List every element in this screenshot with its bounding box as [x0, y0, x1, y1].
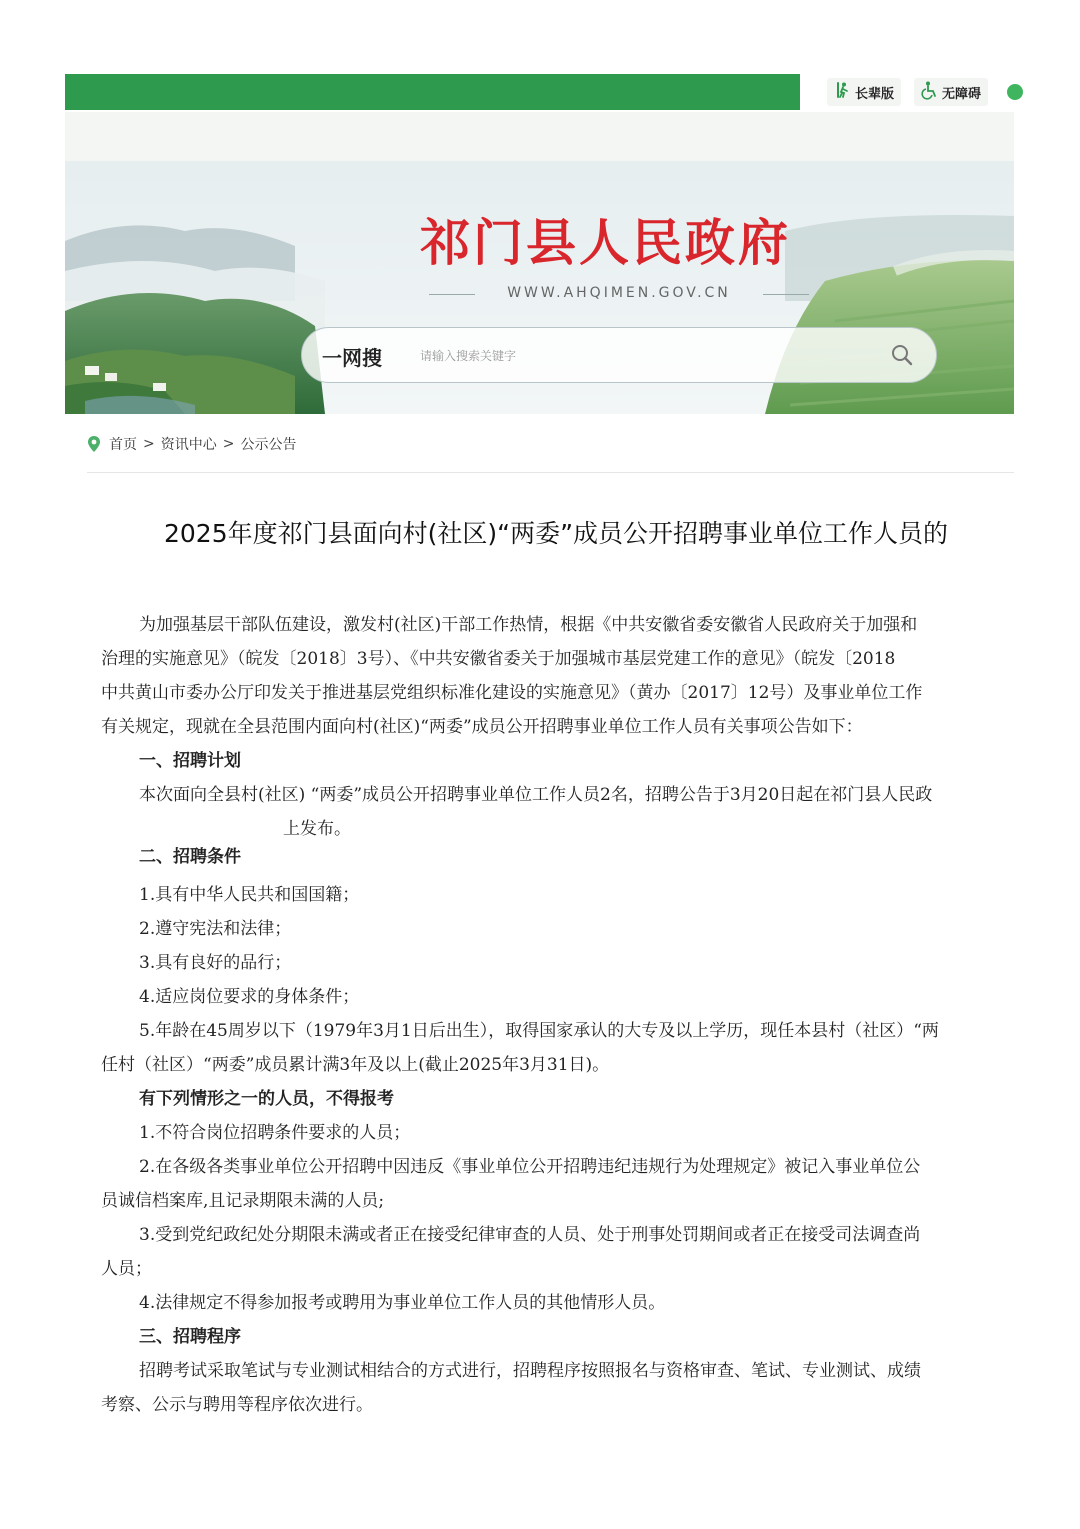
paragraph-line: 人员；	[101, 1259, 152, 1279]
top-green-bar	[65, 74, 800, 110]
paragraph-line: 中共黄山市委办公厅印发关于推进基层党组织标准化建设的实施意见》（黄办〔2017〕12号）及事业单位工作	[101, 683, 923, 703]
list-item: 1.具有中华人民共和国国籍；	[139, 885, 360, 905]
section-heading: 二、招聘条件	[139, 847, 241, 867]
paragraph-line: 员诚信档案库,且记录期限未满的人员;	[101, 1191, 385, 1211]
search-input[interactable]	[418, 341, 862, 371]
header-spacer	[65, 112, 1014, 161]
paragraph-line: 本次面向全县村(社区) “两委”成员公开招聘事业单位工作人员2名，招聘公告于3月20日起在祁门县人民政	[139, 785, 933, 805]
list-item: 4.适应岗位要求的身体条件；	[139, 987, 360, 1007]
paragraph-line: 治理的实施意见》（皖发〔2018〕3号）、《中共安徽省委关于加强城市基层党建工作的意见》（皖发〔2018	[101, 649, 896, 669]
search-box	[301, 327, 937, 383]
location-pin-icon	[87, 435, 101, 453]
extra-toolbar-icon[interactable]	[1007, 84, 1023, 100]
top-toolbar	[65, 74, 1014, 112]
list-item: 5.年龄在45周岁以下（1979年3月1日后出生），取得国家承认的大专及以上学历，现任本县村（社区）“两	[139, 1021, 939, 1041]
paragraph-line: 为加强基层干部队伍建设，激发村(社区)干部工作热情，根据《中共安徽省委安徽省人民政府关于加强和	[139, 615, 918, 635]
list-item: 2.遵守宪法和法律；	[139, 919, 292, 939]
wheelchair-icon	[921, 81, 939, 103]
site-url: WWW.AHQIMEN.GOV.CN	[507, 285, 731, 301]
breadcrumb-divider	[87, 472, 1014, 473]
site-title: 祁门县人民政府	[420, 213, 791, 272]
breadcrumb-home[interactable]: 首页	[109, 437, 137, 453]
paragraph-line: 上发布。	[283, 819, 351, 839]
list-item: 1.不符合岗位招聘条件要求的人员；	[139, 1123, 411, 1143]
browser-page-frame	[65, 74, 1014, 1415]
list-item: 3.受到党纪政纪处分期限未满或者正在接受纪律审查的人员、处于刑事处罚期间或者正在接受司法调查尚	[139, 1225, 921, 1245]
breadcrumb	[87, 434, 296, 454]
list-item: 3.具有良好的品行；	[139, 953, 292, 973]
elder-version-label: 长辈版	[855, 86, 895, 102]
elder-icon	[834, 81, 852, 103]
section-heading: 三、招聘程序	[139, 1327, 241, 1347]
breadcrumb-separator: >	[222, 436, 235, 452]
search-icon[interactable]	[890, 343, 914, 367]
list-item: 2.在各级各类事业单位公开招聘中因违反《事业单位公开招聘违纪违规行为处理规定》被记入事业单位公	[139, 1157, 921, 1177]
paragraph-line: 招聘考试采取笔试与专业测试相结合的方式进行，招聘程序按照报名与资格审查、笔试、专业测试、成绩	[139, 1361, 921, 1381]
search-brand-label: 一网搜	[322, 346, 382, 370]
paragraph-line: 有关规定，现就在全县范围内面向村(社区)“两委”成员公开招聘事业单位工作人员有关事项公告如下：	[101, 717, 863, 737]
breadcrumb-separator: >	[143, 436, 155, 452]
elder-version-button[interactable]	[827, 78, 901, 106]
breadcrumb-info-center[interactable]: 资讯中心	[160, 437, 217, 453]
breadcrumb-announcements[interactable]: 公示公告	[240, 437, 297, 453]
paragraph-line: 考察、公示与聘用等程序依次进行。	[101, 1395, 373, 1415]
header-banner	[65, 161, 1014, 414]
paragraph-line: 任村（社区）“两委”成员累计满3年及以上(截止2025年3月31日)。	[101, 1055, 610, 1075]
accessibility-label: 无障碍	[942, 86, 982, 102]
accessibility-button[interactable]	[914, 78, 988, 106]
section-heading: 有下列情形之一的人员，不得报考	[139, 1089, 394, 1109]
article-title: 2025年度祁门县面向村(社区)“两委”成员公开招聘事业单位工作人员的	[164, 519, 949, 548]
list-item: 4.法律规定不得参加报考或聘用为事业单位工作人员的其他情形人员。	[139, 1293, 666, 1313]
section-heading: 一、招聘计划	[139, 751, 241, 771]
